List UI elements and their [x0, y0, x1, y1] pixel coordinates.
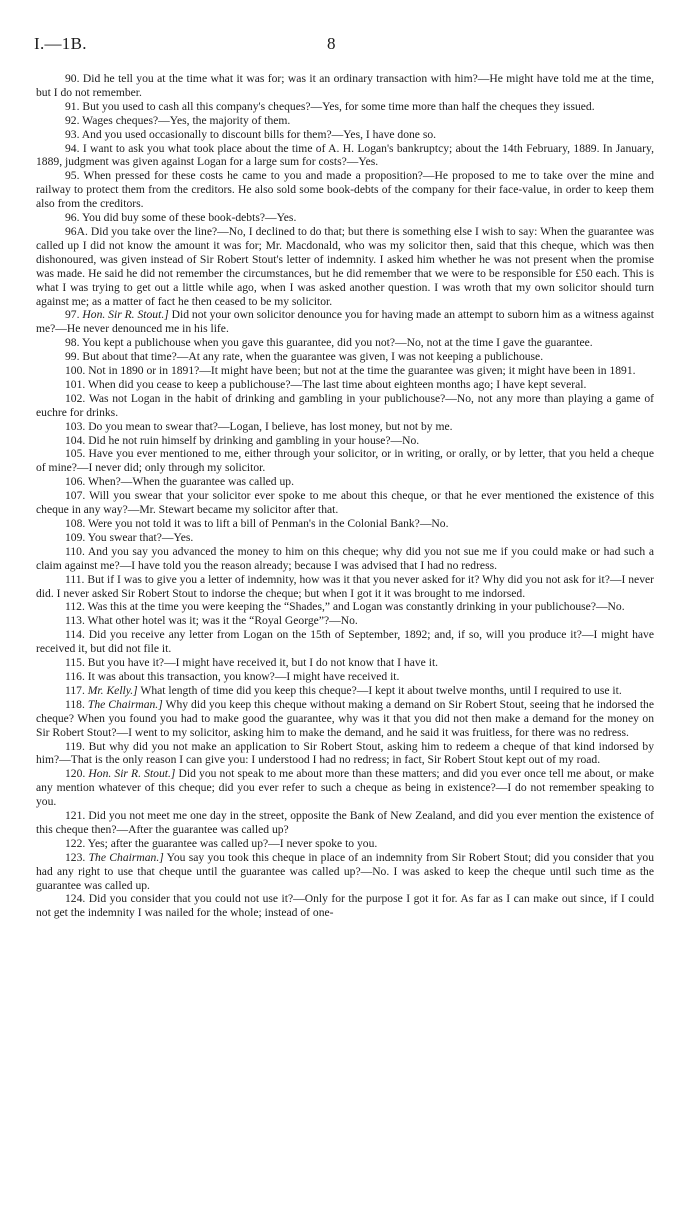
question-paragraph: [36, 656, 654, 670]
question-number: 117.: [65, 683, 88, 697]
question-text: 91. But you used to cash all this company's cheques?—Yes, for some time more than half the cheques they issued.: [65, 99, 595, 113]
question-paragraph: [36, 573, 654, 601]
question-paragraph: [36, 851, 654, 893]
page-number: 8: [327, 34, 336, 53]
question-paragraph: [36, 545, 654, 573]
question-text: 104. Did he not ruin himself by drinking and gambling in your house?—No.: [65, 433, 420, 447]
speaker-label: Hon. Sir R. Stout.]: [88, 767, 176, 781]
question-paragraph: [36, 531, 654, 545]
question-text: 102. Was not Logan in the habit of drinking and gambling in your publichouse?—No, not any more than playing a game of euchre for drinks.: [36, 391, 654, 419]
question-paragraph: [36, 600, 654, 614]
question-number: 123.: [65, 850, 89, 864]
question-paragraph: [36, 517, 654, 531]
question-paragraph: [36, 72, 654, 100]
question-text: 112. Was this at the time you were keeping the “Shades,” and Logan was constantly drinking in your publichouse?—No.: [65, 600, 625, 614]
question-text: 101. When did you cease to keep a publichouse?—The last time about eighteen months ago; I have kept several.: [65, 377, 587, 391]
question-text: 110. And you say you advanced the money to him on this cheque; why did you not sue me if you could make or had such a claim against me?—I have told you the reason already; because I was advised that I had no redress.: [36, 544, 654, 572]
question-text: Did not your own solicitor denounce you for having made an attempt to suborn him as a witness against me?—He never denounced me in his life.: [36, 308, 655, 336]
question-text: 106. When?—When the guarantee was called up.: [65, 475, 294, 489]
question-paragraph: [36, 128, 654, 142]
question-paragraph: [36, 114, 654, 128]
evidence-text: [36, 72, 654, 920]
question-number: 97.: [65, 308, 83, 322]
speaker-label: The Chairman.]: [87, 697, 163, 711]
question-text: 122. Yes; after the guarantee was called up?—I never spoke to you.: [65, 836, 378, 850]
question-paragraph: [36, 670, 654, 684]
question-text: 99. But about that time?—At any rate, when the guarantee was given, I was not keeping a publichouse.: [65, 350, 544, 364]
question-text: 115. But you have it?—I might have received it, but I do not know that I have it.: [65, 656, 439, 670]
question-text: 94. I want to ask you what took place about the time of A. H. Logan's bankruptcy; about the 14th February, 1889. In January, 1889, judgment was given against Logan for a large sum for costs?—Yes.: [36, 141, 654, 169]
question-paragraph: [36, 628, 654, 656]
question-paragraph: [36, 211, 654, 225]
question-paragraph: [36, 614, 654, 628]
question-paragraph: [36, 892, 654, 920]
question-text: 93. And you used occasionally to discount bills for them?—Yes, I have done so.: [65, 127, 437, 141]
question-paragraph: [36, 350, 654, 364]
question-text: 95. When pressed for these costs he came to you and made a proposition?—He proposed to me to take over the mine and railway to protect them from the creditors. He also sold some book-debts of the company for their face-value, in order to keep them also from the creditors.: [36, 169, 654, 211]
question-text: Why did you keep this cheque without making a demand on Sir Robert Stout, seeing that he indorsed the cheque? When you found you had to make good the guarantee, why was it that you did not then make a demand for the money on Sir Robert Stout?—I went to my solicitor, asking him to make the demand, and he said it was fruitless, for there was no redress.: [36, 697, 654, 739]
question-text: 109. You swear that?—Yes.: [65, 530, 194, 544]
question-text: 121. Did you not meet me one day in the street, opposite the Bank of New Zealand, and did you ever mention the existence of this cheque then?—After the guarantee was called up?: [36, 809, 654, 836]
question-text: 107. Will you swear that your solicitor ever spoke to me about this cheque, or that he ever mentioned the existence of this cheque in any way?—Mr. Stewart became my solicitor after that.: [36, 489, 654, 517]
question-text: 92. Wages cheques?—Yes, the majority of them.: [65, 113, 291, 127]
question-text: Did you not speak to me about more than these matters; and did you ever once tell me about, or make any mention whatever of this cheque; did you ever refer to such a cheque as being in existence?—I do not remember speaking to you.: [36, 767, 654, 809]
question-paragraph: [36, 100, 654, 114]
question-text: 98. You kept a publichouse when you gave this guarantee, did you not?—No, not at the time I gave the guarantee.: [65, 336, 593, 350]
question-paragraph: [36, 475, 654, 489]
question-paragraph: [36, 740, 654, 768]
report-reference: I.—1B.: [34, 34, 87, 53]
question-text: 96A. Did you take over the line?—No, I declined to do that; but there is something else I wish to say: When the guarantee was called up I did not know the amount it was for; Mr. Macdonald, who was my solicitor then, said that this cheque, which was then dishonoured, was given instead of Sir Robert Stout's letter of indemnity. I asked him whether he was not present when the promise was made. He said he did not remember the circumstances, but he did remember that we were to be responsible for £50 each. This is what I was trying to get out a little while ago, when I was asked another question. I was wroth that my own solicitor should turn against me; as a matter of fact he then ceased to be my solicitor.: [36, 224, 654, 308]
question-text: 103. Do you mean to swear that?—Logan, I believe, has lost money, but not by me.: [65, 419, 453, 433]
question-paragraph: [36, 420, 654, 434]
question-text: 90. Did he tell you at the time what it was for; was it an ordinary transaction with him?—He might have told me at the time, but I do not remember.: [36, 72, 654, 99]
question-text: 108. Were you not told it was to lift a bill of Penman's in the Colonial Bank?—No.: [65, 517, 449, 530]
question-text: You say you took this cheque in place of an indemnity from Sir Robert Stout; did you consider that you had any right to use that cheque until the guarantee was called up?—No. I was asked to keep the cheque until such time as the guarantee was called up.: [36, 850, 654, 892]
question-paragraph: [36, 767, 654, 809]
question-paragraph: [36, 809, 654, 837]
question-text: 111. But if I was to give you a letter of indemnity, how was it that you never asked for it? Why did you not ask for it?—I never did. I never asked Sir Robert Stout to indorse the cheque; but when I got it it was brought to me indorsed.: [36, 572, 654, 600]
question-paragraph: [36, 684, 654, 698]
question-paragraph: [36, 308, 654, 336]
speaker-label: Mr. Kelly.]: [87, 683, 138, 697]
question-text: 105. Have you ever mentioned to me, either through your solicitor, or in writing, or orally, or by letter, that you held a cheque of mine?—I never did; only through my solicitor.: [36, 447, 654, 475]
question-paragraph: [36, 364, 654, 378]
speaker-label: The Chairman.]: [88, 850, 164, 864]
question-text: 113. What other hotel was it; was it the “Royal George”?—No.: [65, 614, 358, 628]
question-paragraph: [36, 142, 654, 170]
question-text: 96. You did buy some of these book-debts?—Yes.: [65, 211, 297, 225]
question-text: 116. It was about this transaction, you know?—I might have received it.: [65, 669, 400, 683]
question-text: What length of time did you keep this cheque?—I kept it about twelve months, until I required to use it.: [137, 683, 622, 697]
question-paragraph: [36, 837, 654, 851]
question-text: 100. Not in 1890 or in 1891?—It might have been; but not at the time the guarantee was given; it might have been in 1891.: [65, 364, 636, 378]
speaker-label: Hon. Sir R. Stout.]: [82, 308, 169, 322]
question-text: 119. But why did you not make an application to Sir Robert Stout, asking him to redeem a cheque of that kind indorsed by him?—That is the only reason I can give you: I understood I had no redress; in fact, Sir Robert Stout kept out of my road.: [36, 739, 654, 767]
question-paragraph: [36, 434, 654, 448]
question-paragraph: [36, 336, 654, 350]
question-paragraph: [36, 392, 654, 420]
question-number: 120.: [65, 767, 89, 781]
question-paragraph: [36, 489, 654, 517]
question-paragraph: [36, 698, 654, 740]
question-text: 114. Did you receive any letter from Logan on the 15th of September, 1892; and, if so, will you produce it?—I might have received it, but did not file it.: [36, 628, 654, 656]
question-paragraph: [36, 225, 654, 308]
question-number: 118.: [65, 697, 88, 711]
question-text: 124. Did you consider that you could not use it?—Only for the purpose I got it for. As far as I can make out since, if I could not get the indemnity I was nailed for the whole; instead of one-: [36, 892, 654, 920]
question-paragraph: [36, 447, 654, 475]
question-paragraph: [36, 169, 654, 211]
question-paragraph: [36, 378, 654, 392]
